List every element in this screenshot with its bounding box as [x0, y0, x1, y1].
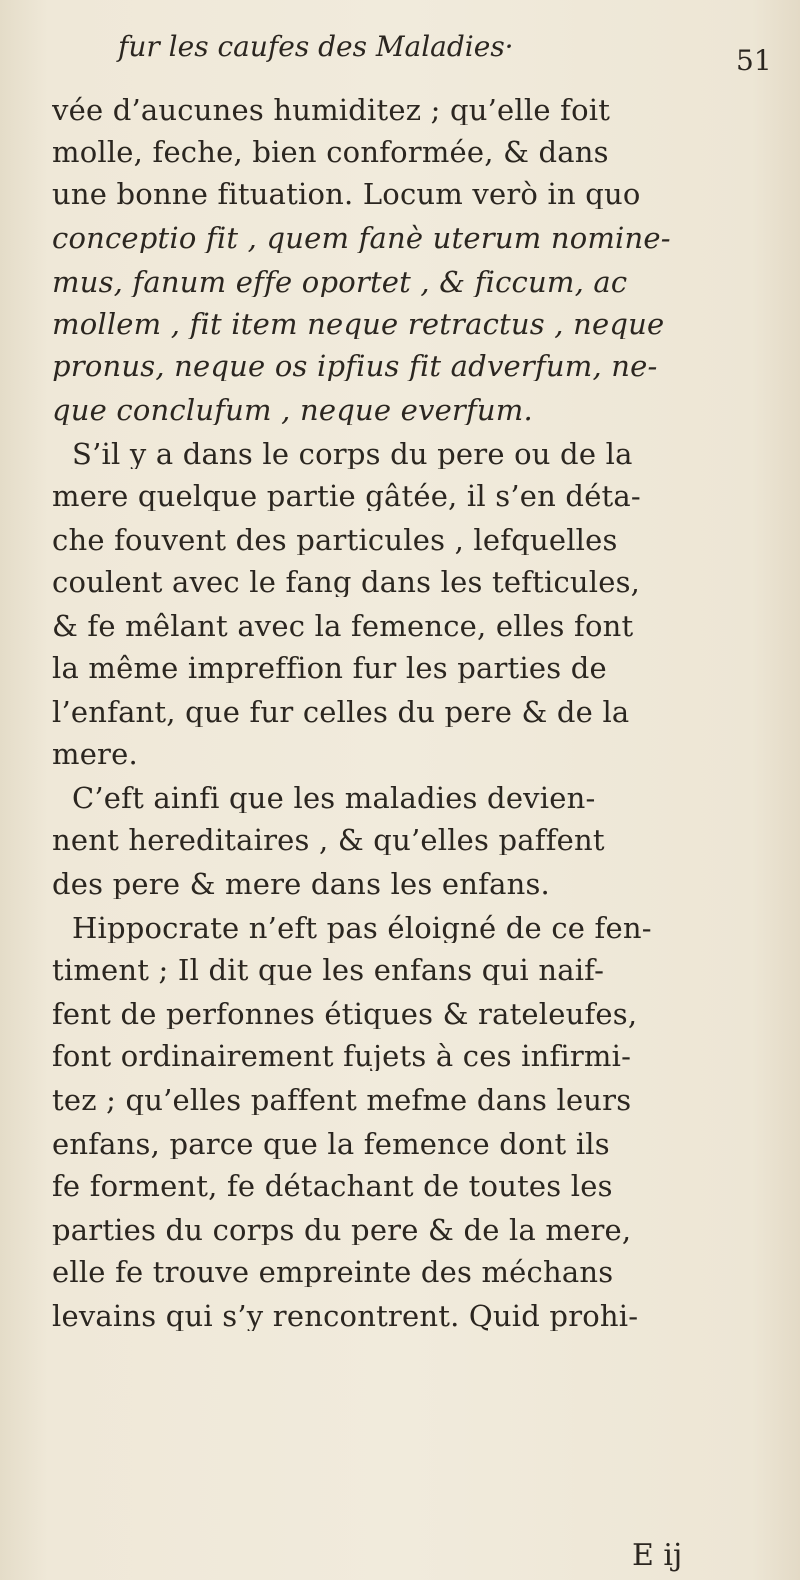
- text-line: font ordinairement fujets à ces infirmi-: [52, 1042, 632, 1071]
- text-line: & fe mêlant avec la femence, elles font: [52, 612, 634, 641]
- text-line: elle fe trouve empreinte des méchans: [52, 1258, 614, 1287]
- signature-mark: E ij: [632, 1538, 683, 1573]
- text-line: molle, feche, bien conformée, & dans: [52, 138, 609, 167]
- text-line: conceptio fit , quem fanè uterum nomine-: [52, 224, 671, 253]
- text-line: vée d’aucunes humiditez ; qu’elle foit: [52, 96, 611, 125]
- text-line: mere quelque partie gâtée, il s’en déta-: [52, 482, 641, 511]
- text-line: C’eft ainfi que les maladies devien-: [72, 784, 596, 813]
- text-line: che fouvent des particules , lefquelles: [52, 526, 618, 555]
- page-number: 51: [736, 44, 772, 77]
- text-line: fe forment, fe détachant de toutes les: [52, 1172, 613, 1201]
- text-line: mollem , fit item neque retractus , neque: [52, 310, 665, 339]
- text-line: pronus, neque os ipfius fit adverfum, ne-: [52, 352, 658, 381]
- text-line: fent de perfonnes étiques & rateleufes,: [52, 1000, 638, 1029]
- text-line: la même impreffion fur les parties de: [52, 654, 607, 683]
- text-line: nent hereditaires , & qu’elles paffent: [52, 826, 605, 855]
- text-line: timent ; Il dit que les enfans qui naif-: [52, 956, 605, 985]
- text-line: parties du corps du pere & de la mere,: [52, 1216, 632, 1245]
- text-line: que conclufum , neque everfum.: [52, 396, 533, 425]
- text-line: mere.: [52, 740, 138, 769]
- text-line: S’il y a dans le corps du pere ou de la: [72, 440, 633, 469]
- text-line: une bonne fituation. Locum verò in quo: [52, 180, 641, 209]
- text-line: l’enfant, que fur celles du pere & de la: [52, 698, 630, 727]
- text-line: Hippocrate n’eft pas éloigné de ce fen-: [72, 914, 652, 943]
- text-line: coulent avec le fang dans les tefticules,: [52, 568, 641, 597]
- running-title: fur les caufes des Maladies·: [118, 30, 514, 63]
- text-line: enfans, parce que la femence dont ils: [52, 1130, 610, 1159]
- text-line: levains qui s’y rencontrent. Quid prohi-: [52, 1302, 639, 1331]
- text-line: tez ; qu’elles paffent mefme dans leurs: [52, 1086, 632, 1115]
- text-line: mus, fanum effe oportet , & ficcum, ac: [52, 268, 628, 297]
- text-line: des pere & mere dans les enfans.: [52, 870, 550, 899]
